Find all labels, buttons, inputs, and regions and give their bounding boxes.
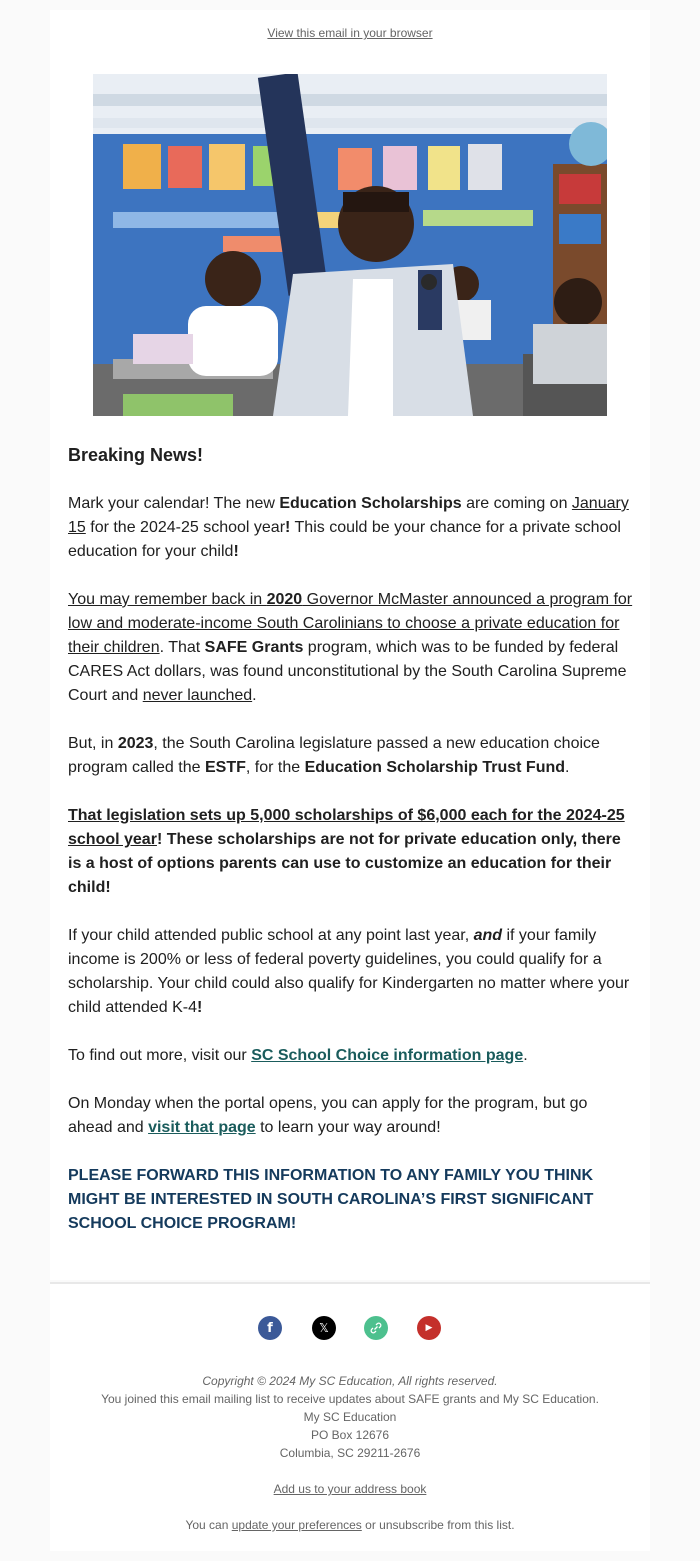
preferences-line: You can update your preferences or unsubscribe from this list.: [185, 1518, 515, 1532]
email-card: [50, 10, 650, 1280]
youtube-icon[interactable]: ▶: [417, 1316, 441, 1340]
legislation-link[interactable]: That legislation sets up 5,000 scholarships of $6,000 each for the 2024-25 school year: [68, 807, 625, 848]
link-icon[interactable]: [364, 1316, 388, 1340]
paragraph-calendar: Mark your calendar! The new Education Scholarships are coming on January 15 for the 2024-25 school year! This could be your chance for a private school education for your child!: [68, 495, 629, 560]
org-name: My SC Education: [303, 1410, 397, 1424]
paragraph-find-out-more: To find out more, visit our SC School Choice information page.: [68, 1047, 528, 1064]
paragraph-estf: But, in 2023, the South Carolina legislature passed a new education choice program called the ESTF, for the Education Scholarship Trust Fund.: [68, 735, 600, 776]
social-links: [50, 1316, 650, 1342]
facebook-icon[interactable]: f: [258, 1316, 282, 1340]
never-launched-link[interactable]: never launched: [142, 687, 253, 704]
view-in-browser-link[interactable]: View this email in your browser: [267, 26, 433, 40]
x-icon[interactable]: 𝕏: [312, 1316, 336, 1340]
update-preferences-link[interactable]: update your preferences: [231, 1518, 362, 1532]
paragraph-portal: On Monday when the portal opens, you can apply for the program, but go ahead and visit that page to learn your way around!: [68, 1095, 588, 1136]
hero-image: [93, 74, 607, 416]
copyright: Copyright © 2024 My SC Education, All rights reserved.: [202, 1374, 498, 1388]
footer-text: [50, 1372, 650, 1534]
governor-program-link[interactable]: You may remember back in 2020 Governor McMaster announced a program for low and moderate-income South Carolinians to choose a private education for their children: [68, 591, 633, 656]
po-box: PO Box 12676: [310, 1428, 390, 1442]
paragraph-history: You may remember back in 2020 Governor McMaster announced a program for low and moderate-income South Carolinians to choose a private education for their children. That SAFE Grants program, which was to be funded by federal CARES Act dollars, was found unconstitutional by the South Carolina Supreme Court and never launched.: [68, 591, 633, 704]
mailing-list-notice: You joined this email mailing list to receive updates about SAFE grants and My SC Education.: [101, 1392, 599, 1406]
date-link[interactable]: January 15: [68, 495, 629, 536]
article-body: [68, 440, 634, 1260]
breaking-news-heading: Breaking News!: [68, 445, 204, 465]
paragraph-scholarships: That legislation sets up 5,000 scholarships of $6,000 each for the 2024-25 school year! These scholarships are not for private education only, there is a host of options parents can use to customize an education for their child!: [68, 807, 625, 896]
visit-page-link[interactable]: visit that page: [148, 1119, 256, 1136]
email-footer: [50, 1282, 650, 1551]
forward-callout: PLEASE FORWARD THIS INFORMATION TO ANY FAMILY YOU THINK MIGHT BE INTERESTED IN SOUTH CAROLINA’S FIRST SIGNIFICANT SCHOOL CHOICE PROGRAM!: [68, 1167, 594, 1232]
city-address: Columbia, SC 29211-2676: [279, 1446, 421, 1460]
chain-icon: [370, 1322, 382, 1334]
address-book-link[interactable]: Add us to your address book: [273, 1482, 427, 1496]
school-choice-info-link[interactable]: SC School Choice information page: [251, 1047, 524, 1064]
paragraph-eligibility: If your child attended public school at any point last year, and if your family income is 200% or less of federal poverty guidelines, you could qualify for a scholarship. Your child could also qualify for Kindergarten no matter where your child attended K-4!: [68, 927, 630, 1016]
